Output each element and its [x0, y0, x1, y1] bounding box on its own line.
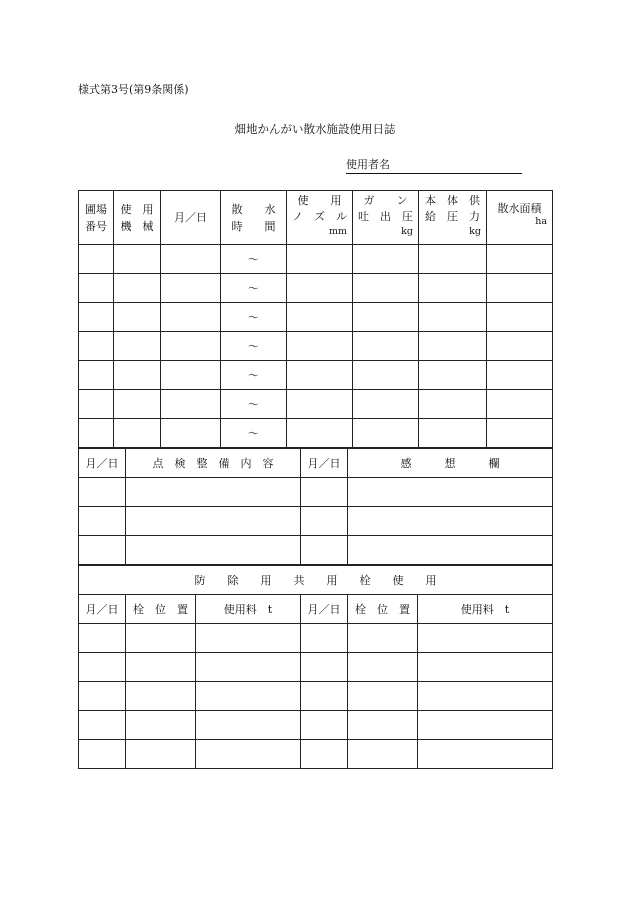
- hydrant-row: [79, 682, 553, 711]
- hydrant-usage-table: [78, 565, 553, 769]
- area-header: 散水面積 ha: [487, 191, 553, 245]
- inspection-header-row: [79, 449, 553, 478]
- hydrant-section-title: 防 除 用 共 用 栓 使 用: [79, 566, 553, 595]
- usage-row: [79, 390, 553, 419]
- time-range-cell[interactable]: ～: [221, 303, 287, 332]
- usage-row: [79, 303, 553, 332]
- hydrant-position-header: 栓 位 置: [126, 595, 196, 624]
- time-range-cell[interactable]: ～: [221, 332, 287, 361]
- hydrant-position2-header: 栓 位 置: [348, 595, 418, 624]
- hydrant-date-header: 月／日: [79, 595, 126, 624]
- field-no-header: 圃場 番号: [79, 191, 114, 245]
- usage-row: [79, 332, 553, 361]
- time-range-cell[interactable]: ～: [221, 361, 287, 390]
- hydrant-row: [79, 653, 553, 682]
- machine-header: 使 用 機 械: [114, 191, 161, 245]
- usage-row: [79, 274, 553, 303]
- hydrant-row: [79, 624, 553, 653]
- document-title: 畑地かんがい散水施設使用日誌: [234, 122, 396, 136]
- hydrant-usage2-header: 使用料 t: [418, 595, 553, 624]
- usage-row: [79, 361, 553, 390]
- inspection-row: [79, 507, 553, 536]
- inspection-row: [79, 478, 553, 507]
- usage-log-table: [78, 190, 553, 448]
- usage-row: [79, 245, 553, 274]
- hydrant-row: [79, 711, 553, 740]
- date-header: 月／日: [161, 191, 221, 245]
- time-header: 散 水 時 間: [221, 191, 287, 245]
- user-name-field[interactable]: [346, 156, 522, 174]
- supply-pressure-header: 本 体 供 給 圧 力 kg: [419, 191, 487, 245]
- hydrant-usage-header: 使用料 t: [196, 595, 301, 624]
- form-number: 様式第3号(第9条関係): [78, 83, 189, 96]
- time-range-cell[interactable]: ～: [221, 419, 287, 448]
- time-range-cell[interactable]: ～: [221, 390, 287, 419]
- inspection-content-header: 点 検 整 備 内 容: [126, 449, 301, 478]
- time-range-cell[interactable]: ～: [221, 274, 287, 303]
- nozzle-header: 使 用 ノ ズ ル mm: [287, 191, 353, 245]
- inspection-date-header: 月／日: [79, 449, 126, 478]
- impressions-header: 感 想 欄: [348, 449, 553, 478]
- usage-header-row: [79, 191, 553, 245]
- hydrant-date2-header: 月／日: [301, 595, 348, 624]
- hydrant-header-row: [79, 595, 553, 624]
- hydrant-row: [79, 740, 553, 769]
- hydrant-title-row: [79, 566, 553, 595]
- usage-row: [79, 419, 553, 448]
- inspection-table: [78, 448, 553, 565]
- impression-date-header: 月／日: [301, 449, 348, 478]
- time-range-cell[interactable]: ～: [221, 245, 287, 274]
- user-name-label: 使用者名: [346, 158, 390, 171]
- inspection-row: [79, 536, 553, 565]
- gun-pressure-header: ガ ン 吐 出 圧 kg: [353, 191, 419, 245]
